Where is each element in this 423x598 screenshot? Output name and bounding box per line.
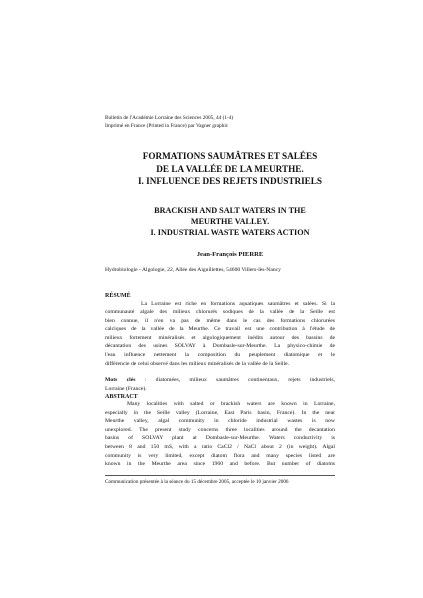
journal-header: [105, 114, 345, 130]
abstract-line: basins of SOLVAY plant at Dombasle-sur-Meurthe. Waters conductivity is: [105, 435, 335, 442]
resume-line: décantation des usines SOLVAY à Dombasle-sur-Meurthe. La physico-chimie de: [105, 343, 335, 350]
resume-heading: RÉSUMÉ: [105, 293, 131, 299]
abstract-line: Many localities with salted or brackish waters are known in Lorraine,: [127, 401, 335, 407]
french-title-line: I. INFLUENCE DES REJETS INDUSTRIELS: [137, 176, 323, 186]
footnote: Communication présentée à la séance du 15 décembre 2005, acceptée le 10 janvier 2006: [105, 479, 289, 485]
resume-text: [105, 300, 335, 369]
author-name: Jean-François PIERRE: [196, 251, 264, 258]
keywords-line: Lorraine (France).: [105, 385, 147, 392]
footnote-divider: [105, 475, 335, 476]
journal-print-note: Imprimé en France (Printed in France) par Vagner graphic: [105, 123, 229, 129]
english-title-line: MEURTHE VALLEY.: [190, 217, 270, 226]
journal-citation: Bulletin de l'Académie Lorraine des Sciences 2005, 44 (1-4): [105, 115, 234, 121]
french-title-line: DE LA VALLÉE DE LA MEURTHE.: [156, 163, 304, 174]
resume-line: milieux fortement minéralisés et algologiquement inédits autour des bassins de: [105, 334, 335, 341]
english-title-line: I. INDUSTRIAL WASTE WATERS ACTION: [150, 228, 310, 237]
resume-line: l'eau influence nettement la composition du peuplement diatomique et le: [105, 352, 335, 359]
abstract-line: community is very limited, except diatom flora and many species listed are: [105, 452, 335, 459]
keywords-line: [105, 376, 335, 385]
abstract-heading: ABSTRACT: [105, 394, 138, 400]
english-title-line: BRACKISH AND SALT WATERS IN THE: [154, 206, 306, 215]
french-title: [80, 150, 380, 188]
abstract-line: especially in the Seille valley (Lorraine, East Paris basin, France). In the near: [105, 409, 335, 416]
abstract-line: Meurthe valley, algal community in chloride industrial wastes is now: [105, 418, 335, 425]
english-title: [80, 205, 380, 238]
keywords: [105, 376, 335, 393]
abstract-line: between 8 and 150 mS, with a ratio CaCl2 / NaCl about 2 (in weight). Algal: [105, 443, 335, 450]
keywords-label: Mots clés: [105, 377, 136, 383]
abstract-line: known in the Meurthe area since 1960 and before. But number of diatoms: [105, 461, 335, 468]
resume-line: différencie de celui observé dans les milieux minéralisés de la vallée de la Seille.: [105, 360, 290, 367]
resume-line: bien connue, il n'en va pas de même dans le cas des formations chlorurées: [105, 317, 335, 324]
keywords-list: : diatomées, milieux saumâtres continentaux, rejets industriels,: [135, 377, 335, 383]
abstract-text: [105, 400, 335, 469]
resume-line: La Lorraine est riche en formations aquatiques saumâtres et salées. Si la: [141, 300, 335, 307]
abstract-line: unexplored. The present study concerns three localities around the decantation: [105, 426, 335, 433]
author-affiliation: Hydrobiologie - Algologie, 22, Allée des Aiguillettes, 54600 Villers-lès-Nancy: [105, 267, 281, 273]
resume-line: calciques de la vallée de la Meurthe. Ce travail est une contribution à l'étude de: [105, 326, 335, 333]
resume-line: communauté algale des milieux chlorurés sodiques de la vallée de la Seille est: [105, 309, 335, 316]
french-title-line: FORMATIONS SAUMÂTRES ET SALÉES: [142, 151, 318, 161]
